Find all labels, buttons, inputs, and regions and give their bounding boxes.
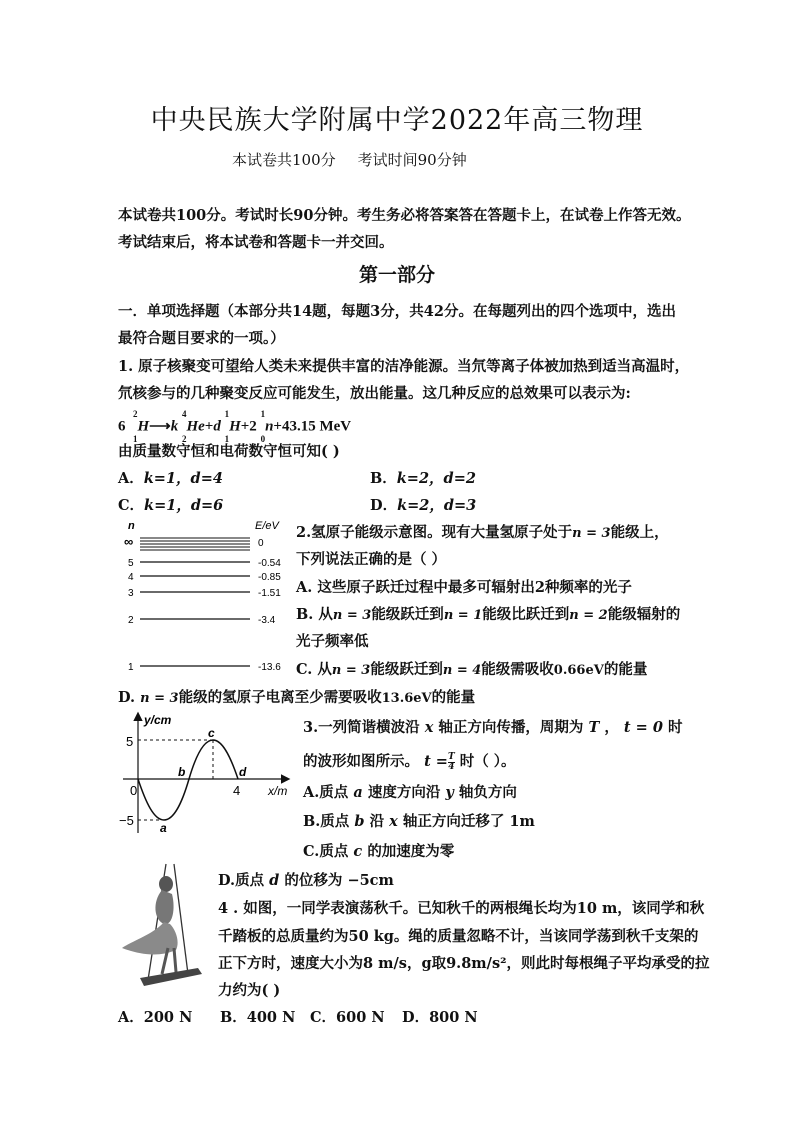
person-head [159, 876, 173, 892]
graph-ylabel: y/cm [144, 713, 172, 727]
energy-level-diagram [118, 515, 293, 677]
svg-text:∞: ∞ [124, 534, 134, 549]
q3-option-b: B.质点 b 沿 x 轴正方向迁移了 1m [303, 813, 535, 830]
svg-text:4: 4 [128, 572, 134, 583]
wave-graph [118, 708, 298, 838]
level-1 [128, 662, 281, 673]
nuclide-deuterium: $^2$ $_1$ [133, 409, 138, 444]
q2-option-c: C. 从n = 3能级跃迁到n = 4能级需吸收0.66eV的能量 [296, 661, 648, 678]
part-title: 第一部分 [358, 264, 435, 286]
swing-illustration [118, 862, 210, 994]
level-2 [128, 615, 276, 626]
page-title: 中央民族大学附属中学2022年高三物理 [150, 105, 644, 136]
svg-text:-13.6: -13.6 [258, 662, 281, 673]
q4-option-a: A．200 N [118, 1009, 193, 1026]
q2-line-1: 2.氢原子能级示意图。现有大量氢原子处于n = 3能级上， [296, 524, 669, 541]
nuclide-helium: $^4$ $_2$ [181, 409, 187, 444]
svg-text:-3.4: -3.4 [258, 615, 276, 626]
level-3 [128, 588, 281, 599]
q4-line-2: 千踏板的总质量约为50 kg。绳的质量忽略不计，当该同学荡到秋千支架的 [218, 928, 699, 945]
wave-curve [138, 740, 241, 820]
person-body [155, 890, 173, 924]
q2-option-d: D. n = 3能级的氢原子电离至少需要吸收13.6eV的能量 [118, 689, 476, 706]
q2-option-b: B. 从n = 3能级跃迁到n = 1能级比跃迁到n = 2能级辐射的 [296, 606, 681, 623]
q1-option-b: B．k=2，d=2 [370, 470, 476, 487]
point-b-label: b [178, 765, 186, 779]
level-inf [124, 534, 264, 550]
q2-line-2: 下列说法正确的是（ ） [296, 551, 447, 568]
svg-text:-0.85: -0.85 [258, 572, 281, 583]
q3-option-d: D.质点 d 的位移为 −5cm [218, 872, 394, 889]
intro-line-2: 考试结束后，将本试卷和答题卡一并交回。 [118, 234, 394, 251]
svg-text:3: 3 [128, 588, 134, 599]
tick-origin: 0 [130, 783, 138, 798]
q4-line-1: 4 . 如图，一同学表演荡秋千。已知秋千的两根绳长均为10 m，该同学和秋 [218, 900, 705, 917]
score-note: 本试卷共100分 [232, 151, 336, 169]
svg-text:1: 1 [128, 662, 134, 673]
svg-text:5: 5 [128, 558, 134, 569]
tick-y-pos: 5 [126, 734, 134, 749]
q4-line-3: 正下方时，速度大小为8 m/s，g取9.8m/s²，则此时每根绳子平均承受的拉 [218, 955, 710, 972]
arrow-icon: ⟶ [149, 418, 171, 435]
section1-line-2: 最符合题目要求的一项。） [118, 330, 285, 347]
svg-text:2: 2 [128, 615, 134, 626]
person-skirt [122, 922, 178, 954]
q4-line-4: 力约为( ) [218, 982, 281, 999]
q1-formula: 6 $^2$ $_1$H⟶k $^4$ $_2$He+d $^1$ $_1$H+2 $^1$ $_0$n+43.15 MeV [118, 409, 352, 444]
intro-line-1: 本试卷共100分。考试时长90分钟。考生务必将答案答在答题卡上，在试卷上作答无效。 [118, 207, 691, 224]
nuclide-neutron: $^1$ $_0$ [260, 409, 266, 444]
q3-option-a: A.质点 a 速度方向沿 y 轴负方向 [303, 784, 517, 801]
q1-question: 由质量数守恒和电荷数守恒可知( ) [118, 443, 340, 460]
time-note: 考试时间90分钟 [357, 151, 467, 169]
tick-y-neg: −5 [119, 813, 134, 828]
tick-x-4: 4 [233, 783, 241, 798]
svg-text:0: 0 [258, 538, 264, 549]
q1-line-2: 氘核参与的几种聚变反应可能发生，放出能量。这几种反应的总效果可以表示为: [118, 385, 631, 402]
svg-text:-1.51: -1.51 [258, 588, 281, 599]
q4-option-c: C．600 N [310, 1009, 385, 1026]
graph-xlabel: x/m [268, 784, 288, 798]
q2-option-a: A. 这些原子跃迁过程中最多可辐射出2种频率的光子 [296, 579, 632, 596]
q3-line-2: 的波形如图所示。 t = $\frac{T}{4}$ 时（ ）。 [303, 751, 516, 772]
q3-line-1: 3.一列简谐横波沿 x 轴正方向传播，周期为 T ， t = 0 时 [303, 719, 683, 736]
q3-option-c: C.质点 c 的加速度为零 [303, 843, 455, 860]
energy-value: +43.15 MeV [273, 418, 352, 435]
q1-option-a: A．k=1，d=4 [118, 470, 223, 487]
q4-option-d: D．800 N [402, 1009, 478, 1026]
point-c-label: c [208, 726, 215, 740]
point-d-label: d [239, 765, 247, 779]
section1-line-1: 一．单项选择题（本部分共14题，每题3分，共42分。在每题列出的四个选项中，选出 [118, 303, 676, 320]
level-4 [128, 572, 281, 583]
q1-line-1: 1. 原子核聚变可望给人类未来提供丰富的洁净能源。当氘等离子体被加热到适当高温时， [118, 358, 690, 375]
level-5 [128, 558, 281, 569]
q4-option-b: B．400 N [220, 1009, 296, 1026]
q2-option-b-line-2: 光子频率低 [296, 633, 369, 650]
q1-option-c: C．k=1，d=6 [118, 497, 224, 514]
exam-info [232, 149, 467, 170]
nuclide-hydrogen: $^1$ $_1$ [224, 409, 230, 444]
formula-coef: 6 [118, 418, 126, 435]
diagram-e-label: E/eV [255, 520, 279, 532]
q1-option-d: D．k=2，d=3 [370, 497, 477, 514]
diagram-n-label: n [128, 520, 135, 532]
point-a-label: a [160, 821, 167, 835]
svg-text:-0.54: -0.54 [258, 558, 281, 569]
